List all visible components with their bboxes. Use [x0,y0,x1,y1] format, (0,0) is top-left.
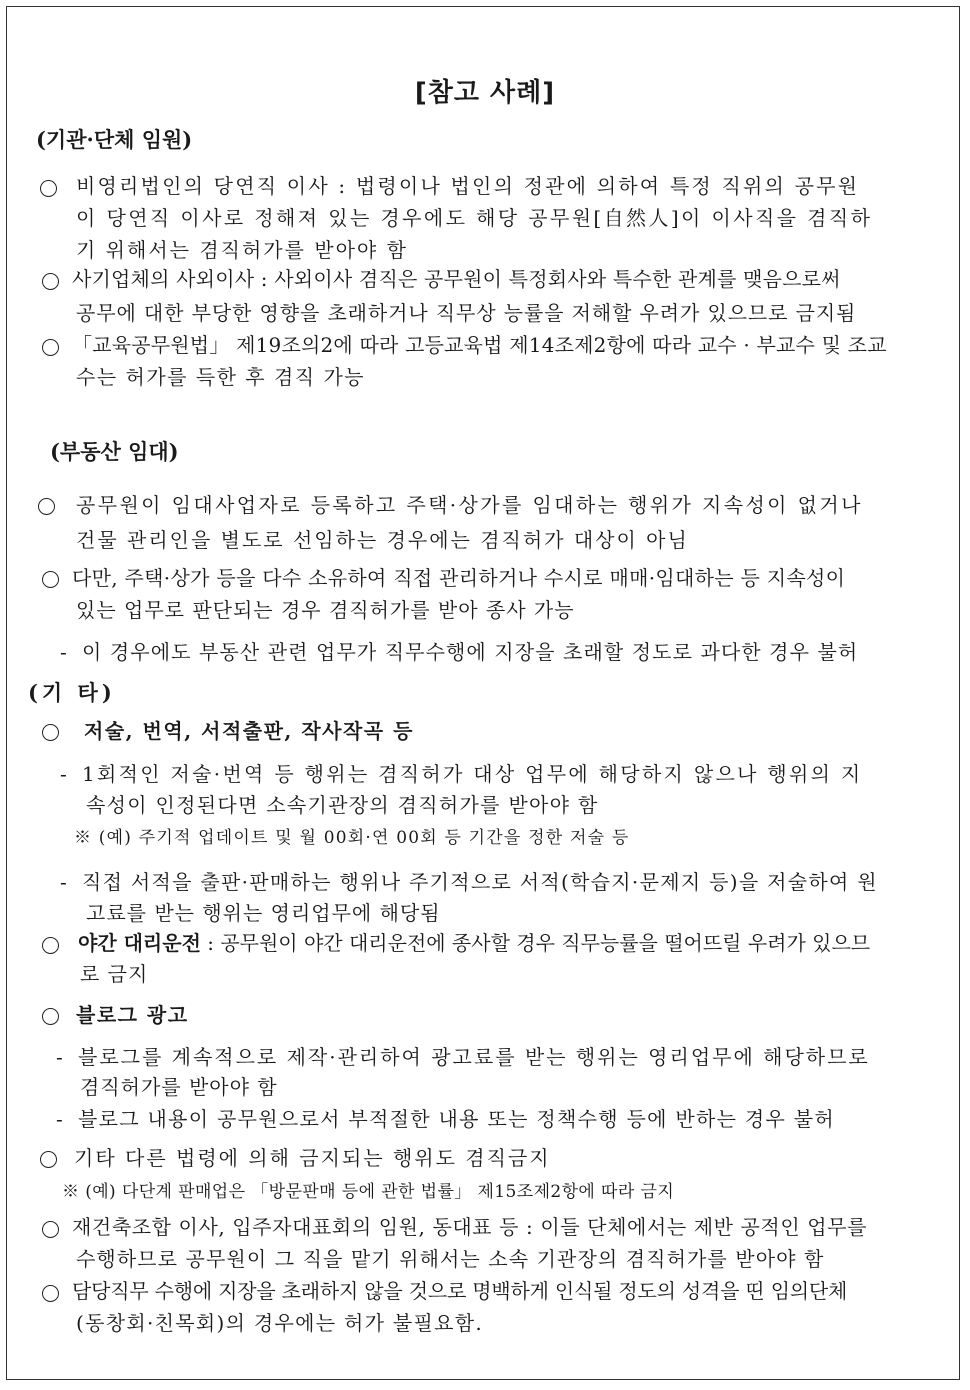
circle-bullet-icon [42,1008,59,1025]
circle-bullet-icon [42,339,59,356]
item-text: 비영리법인의 당연직 이사 : 법령이나 법인의 정관에 의하여 특정 직위의 공무원 [76,174,860,198]
example-note: ※ (예) 주기적 업데이트 및 월 00회·연 00회 등 기간을 정한 저술 등 [74,828,630,848]
item-text [78,931,870,955]
dash-bullet: - [60,870,67,894]
item-text: 블로그를 계속적으로 제작·관리하여 광고료를 받는 행위는 영리업무에 해당하므로 [78,1045,870,1069]
item-text: (동창회·친목회)의 경우에는 허가 불필요함. [76,1311,484,1335]
section-heading-others: (기 타) [28,680,116,705]
item-text: 이 경우에도 부동산 관련 업무가 직무수행에 지장을 초래할 정도로 과다한 경우 불허 [82,640,859,664]
page-title: [참고 사례] [414,78,556,108]
item-text: 속성이 인정된다면 소속기관장의 겸직허가를 받아야 함 [86,793,599,817]
item-text: 건물 관리인을 별도로 선임하는 경우에는 겸직허가 대상이 아님 [76,528,689,552]
dash-bullet: - [56,1107,63,1131]
circle-bullet-icon [42,1285,59,1302]
item-text: 「교육공무원법」 제19조의2에 따라 고등교육법 제14조제2항에 따라 교수 · 부교수 및 조교 [72,333,887,357]
item-text: 기 위해서는 겸직허가를 받아야 함 [76,238,408,262]
circle-bullet-icon [42,273,59,290]
dash-bullet: - [60,640,67,664]
circle-bullet-icon [40,180,57,197]
item-text: 수는 허가를 득한 후 겸직 가능 [76,365,366,389]
item-text: 담당직무 수행에 지장을 초래하지 않을 것으로 명백하게 인식될 정도의 성격을 띤 임의단체 [72,1279,848,1303]
item-text: 수행하므로 공무원이 그 직을 맡기 위해서는 소속 기관장의 겸직허가를 받아야 함 [76,1247,825,1271]
item-text: 저술, 번역, 서적출판, 작사작곡 등 [84,719,414,743]
circle-bullet-icon [42,937,59,954]
dash-bullet: - [60,762,67,786]
circle-bullet-icon [42,571,59,588]
circle-bullet-icon [42,1221,59,1238]
circle-bullet-icon [40,1151,57,1168]
section-heading-real-estate: (부동산 임대) [50,439,179,464]
item-text: 로 금지 [80,962,149,986]
item-text: 공무에 대한 부당한 영향을 초래하거나 직무상 능률을 저해할 우려가 있으므로 금지됨 [76,301,857,325]
section-heading-officers: (기관·단체 임원) [36,127,193,152]
item-text: 재건축조합 이사, 입주자대표회의 임원, 동대표 등 : 이들 단체에서는 제반 공적인 업무를 [72,1215,867,1239]
item-text: 기타 다른 법령에 의해 금지되는 행위도 겸직금지 [74,1146,551,1170]
item-text: 블로그 광고 [76,1003,189,1027]
item-text: 직접 서적을 출판·판매하는 행위나 주기적으로 서적(학습지·문제지 등)을 저술하여 원 [82,870,878,894]
item-text: 이 당연직 이사로 정해져 있는 경우에도 해당 공무원[自然人]이 이사직을 겸직하 [76,206,873,230]
item-text-rest: : 공무원이 야간 대리운전에 종사할 경우 직무능률을 떨어뜨릴 우려가 있으므 [200,931,871,955]
item-text: 있는 업무로 판단되는 경우 겸직허가를 받아 종사 가능 [76,598,575,622]
item-text: 1회적인 저술·번역 등 행위는 겸직허가 대상 업무에 해당하지 않으나 행위의 지 [82,762,863,786]
item-text: 공무원이 임대사업자로 등록하고 주택·상가를 임대하는 행위가 지속성이 없거나 [76,493,863,517]
item-text: 블로그 내용이 공무원으로서 부적절한 내용 또는 정책수행 등에 반하는 경우 불허 [78,1107,836,1131]
example-note: ※ (예) 다단계 판매업은 「방문판매 등에 관한 법률」 제15조제2항에 따라 금지 [62,1182,675,1202]
item-text: 겸직허가를 받아야 함 [80,1075,278,1099]
circle-bullet-icon [38,498,55,515]
dash-bullet: - [56,1045,63,1069]
item-text: 사기업체의 사외이사 : 사외이사 겸직은 공무원이 특정회사와 특수한 관계를 맺음으로써 [72,267,841,291]
item-bold-label: 야간 대리운전 [78,931,201,955]
circle-bullet-icon [42,724,59,741]
item-text: 고료를 받는 행위는 영리업무에 해당됨 [86,901,441,925]
item-text: 다만, 주택·상가 등을 다수 소유하여 직접 관리하거나 수시로 매매·임대하는 등 지속성이 [72,566,846,590]
